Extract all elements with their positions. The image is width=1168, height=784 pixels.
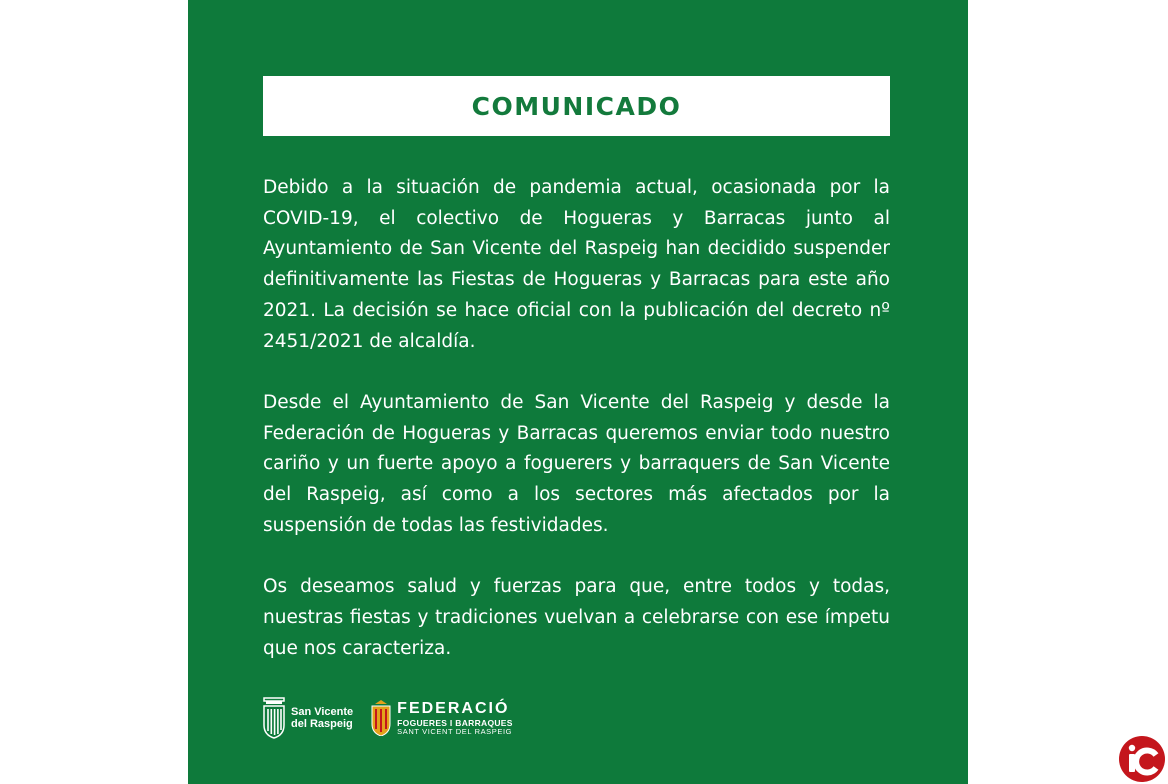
ayuntamiento-name-line2: del Raspeig xyxy=(291,718,353,730)
paragraph-3: Os deseamos salud y fuerzas para que, entre todos y todas, nuestras fiestas y tradiciones vuelvan a celebrarse con ese ímpetu que nos caracteriza. xyxy=(263,576,890,659)
federacio-crest-icon xyxy=(371,700,391,736)
federacio-subtitle: FOGUERES I BARRAQUES xyxy=(397,717,513,728)
ayuntamiento-name-line1: San Vicente xyxy=(291,706,354,718)
paragraph-1: Debido a la situación de pandemia actual, ocasionada por la COVID-19, el colectivo de Hogueras y Barracas junto al Ayuntamiento de San Vicente del Raspeig han decidido suspender definitivamente las Fiestas de Hogueras y Barracas para este año 2021. La decisión se hace oficial con la publicación del decreto nº 2451/2021 de alcaldía. xyxy=(263,177,890,352)
title-banner xyxy=(263,76,890,136)
town-crest-icon xyxy=(262,697,286,739)
announcement-body xyxy=(263,173,890,664)
comunicado-poster xyxy=(188,0,968,784)
footer-logos xyxy=(262,696,513,740)
page-title: COMUNICADO xyxy=(471,91,682,121)
federacio-location: SANT VICENT DEL RASPEIG xyxy=(397,727,513,736)
federacio-title: FEDERACIÓ xyxy=(397,699,510,717)
federacio-logo xyxy=(371,700,513,736)
ic-brand-logo-icon xyxy=(1118,735,1166,783)
paragraph-2: Desde el Ayuntamiento de San Vicente del Raspeig y desde la Federación de Hogueras y Barracas queremos enviar todo nuestro cariño y un fuerte apoyo a foguerers y barraquers de San Vicente del Raspeig, así como a los sectores más afectados por la suspensión de todas las festividades. xyxy=(263,391,890,536)
ayuntamiento-logo xyxy=(262,697,353,739)
